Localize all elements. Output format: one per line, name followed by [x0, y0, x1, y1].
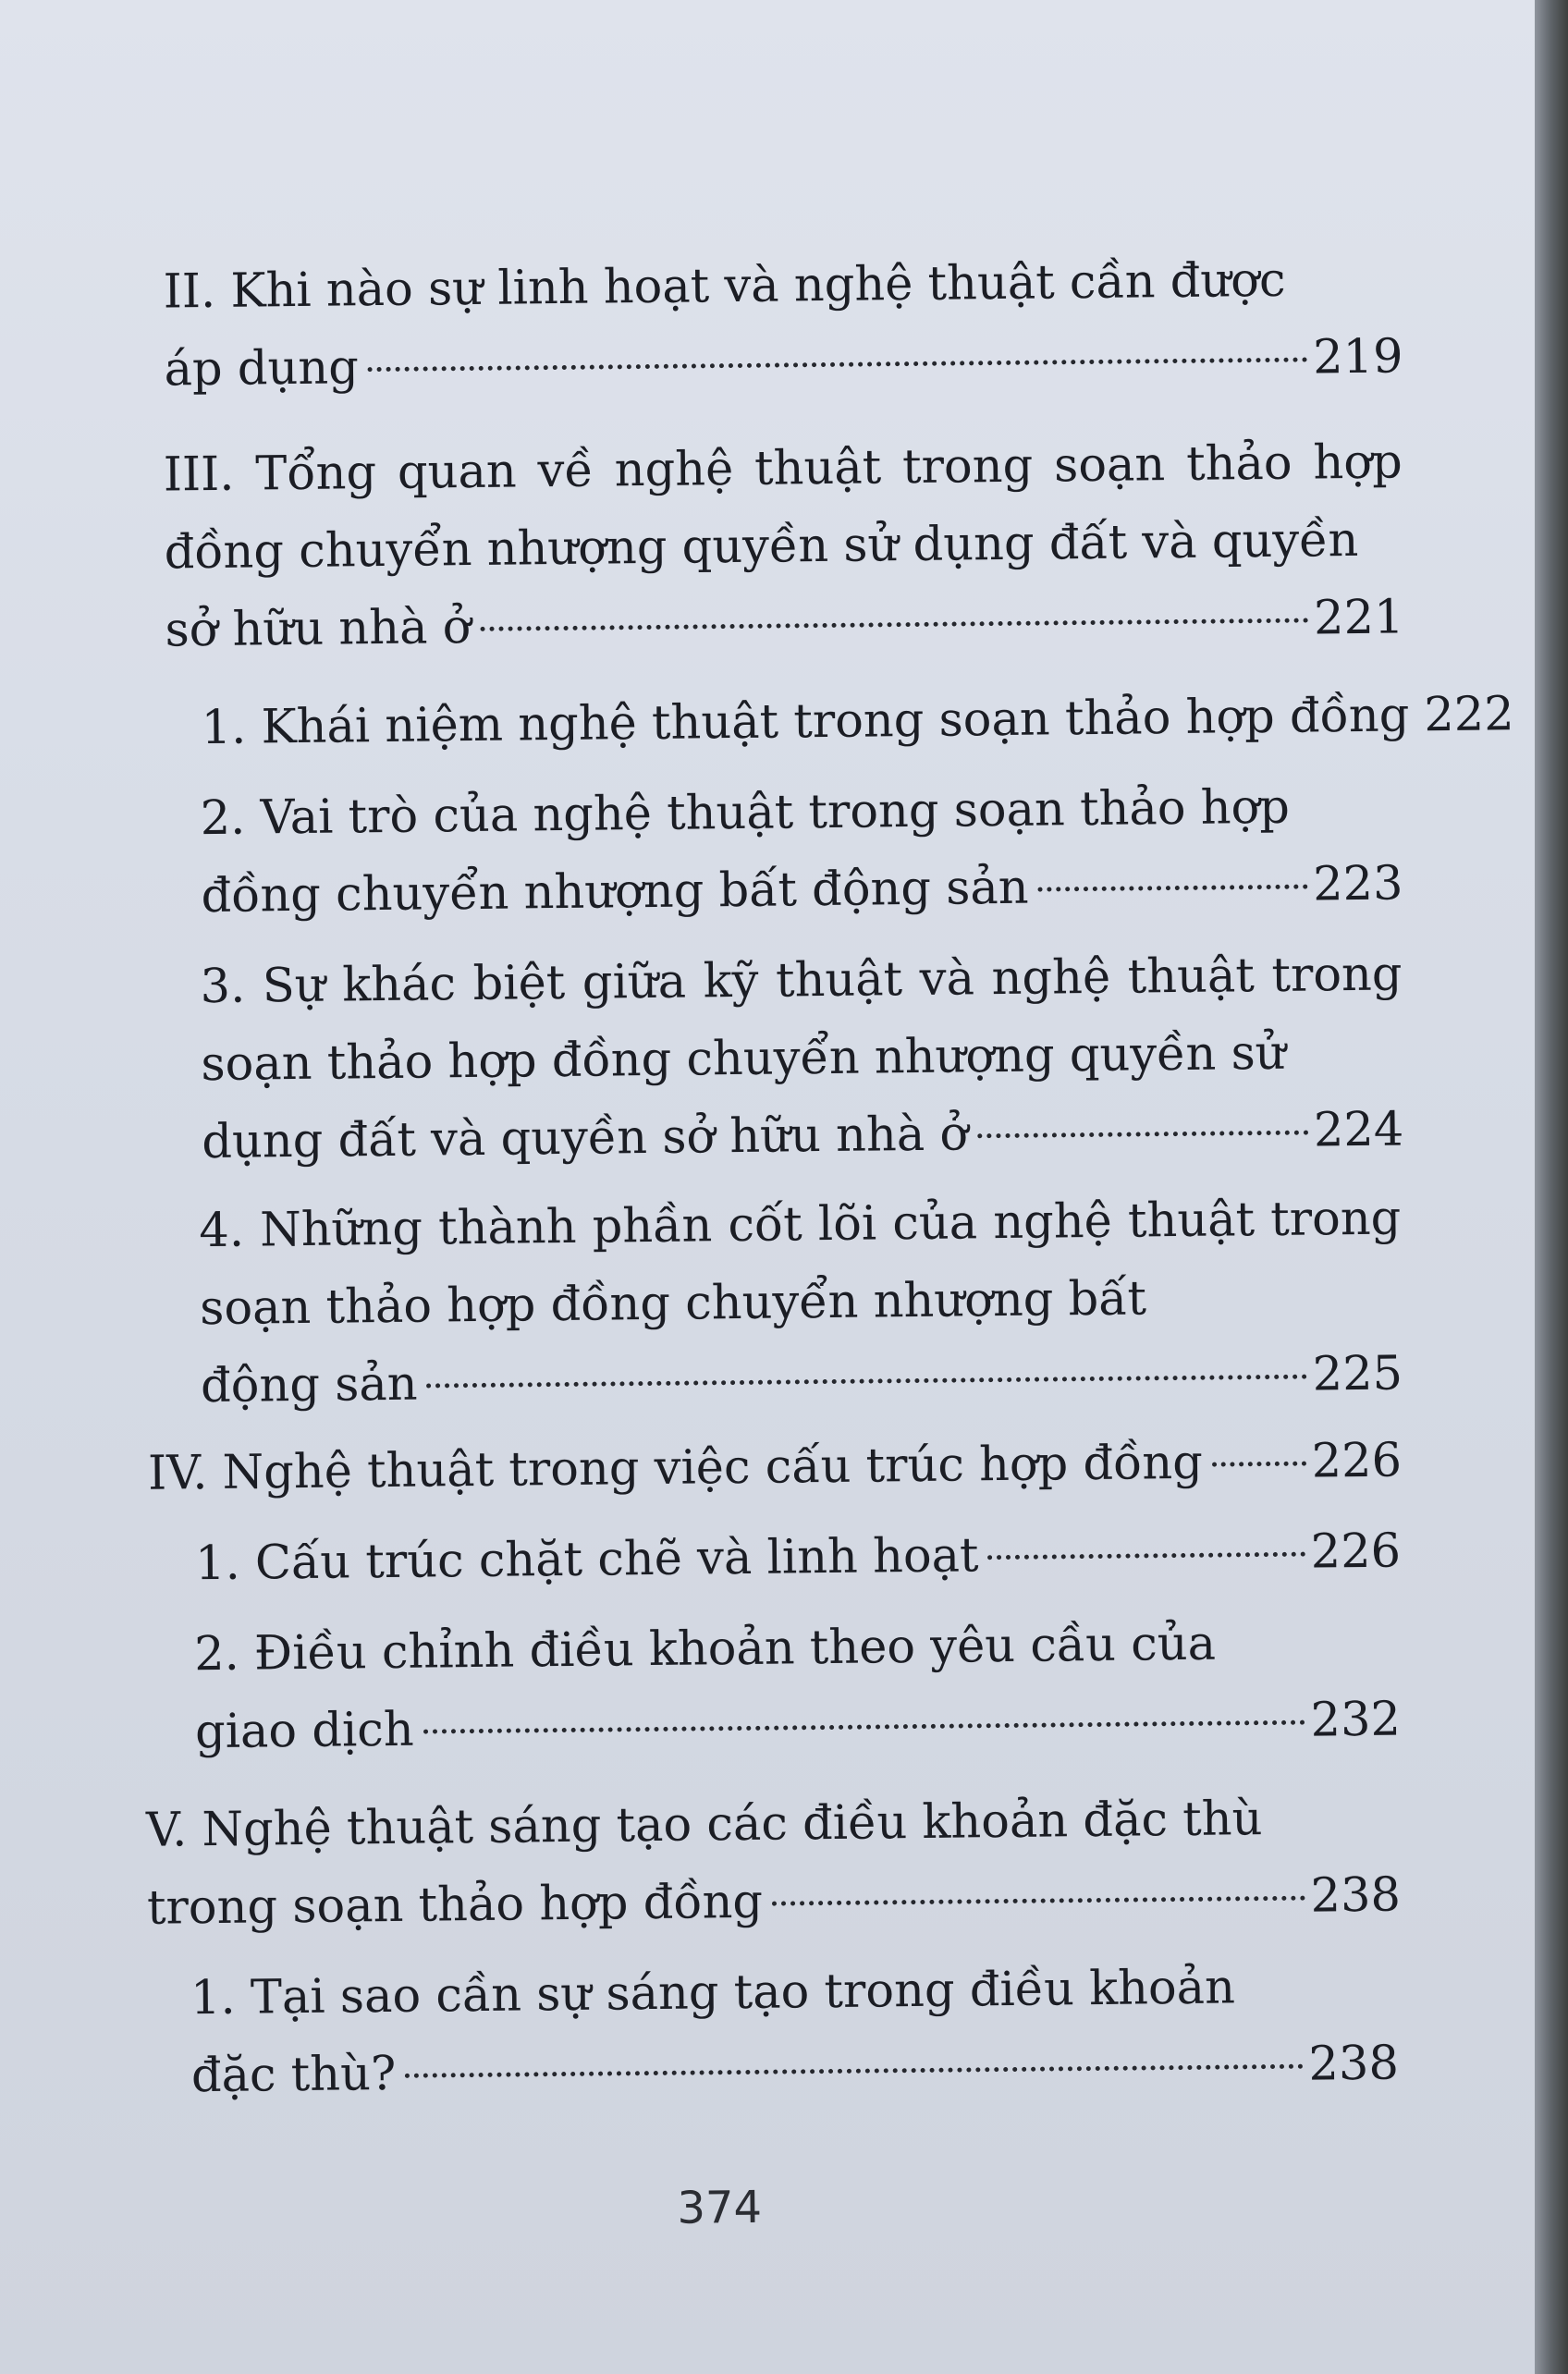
toc-entry-IV-1-tight-flexible [195, 1513, 1402, 1604]
toc-entry-II-flexibility [163, 240, 1403, 409]
entry-title-end: 1. Cấu trúc chặt chẽ và linh hoạt [194, 1528, 979, 1592]
entry-title-end: dụng đất và quyền sở hữu nhà ở [202, 1107, 969, 1170]
entry-leader-line [201, 1336, 1403, 1426]
entry-leader-line [201, 677, 1514, 767]
dot-leader [1038, 885, 1308, 892]
toc-entry-III-2-role [200, 767, 1403, 936]
page-number: 238 [1308, 2036, 1400, 2092]
dot-leader [427, 1375, 1307, 1389]
entry-title-end: đặc thù? [190, 2046, 397, 2104]
entry-leader-line [190, 2025, 1399, 2116]
page-number: 226 [1311, 1433, 1403, 1489]
entry-leader-line [201, 845, 1403, 936]
entry-title-end: 1. Khái niệm nghệ thuật trong soạn thảo hợp đồng [201, 688, 1410, 756]
entry-leader-line [148, 1423, 1403, 1513]
page-edge-shadow [1535, 0, 1568, 2374]
toc-entry-IV-structure [148, 1423, 1403, 1513]
entry-leader-line [147, 1857, 1402, 1948]
page-number: 222 [1424, 687, 1514, 743]
dot-leader [368, 358, 1307, 373]
toc-entry-III-1-concept [201, 677, 1514, 767]
entry-title: 2. Điều chỉnh điều khoản theo yêu cầu của [193, 1616, 1217, 1683]
entry-title-end: sở hữu nhà ở [165, 600, 472, 658]
dot-leader [1212, 1462, 1306, 1467]
entry-title-end: trong soạn thảo hợp đồng [146, 1874, 764, 1936]
entry-title: III. Tổng quan về nghệ thuật trong soạn thảo hợp đồng chuyển nhượng quyền sử dụng đất và quyền [163, 434, 1403, 581]
entry-leader-line [195, 1682, 1402, 1772]
entry-title: 2. Vai trò của nghệ thuật trong soạn thảo hợp [200, 779, 1291, 847]
dot-leader [772, 1896, 1305, 1906]
entry-title-end: đồng chuyển nhượng bất động sản [201, 860, 1029, 924]
dot-leader [423, 1720, 1305, 1734]
entry-title: II. Khi nào sự linh hoạt và nghệ thuật cần được [163, 252, 1286, 320]
dot-leader [480, 618, 1308, 631]
page-number: 224 [1313, 1102, 1404, 1158]
entry-title: 4. Những thành phần cốt lõi của nghệ thuật trong soạn thảo hợp đồng chuyển nhượng bất [199, 1191, 1402, 1337]
toc-entry-V-1-why-creative [190, 1948, 1400, 2116]
toc-entry-IV-2-adjust-terms [194, 1604, 1402, 1772]
entry-leader-line [202, 1091, 1404, 1181]
entry-title-end: giao dịch [194, 1702, 414, 1760]
entry-title-end: IV. Nghệ thuật trong việc cấu trúc hợp đồng [147, 1435, 1204, 1501]
page-number: 225 [1312, 1346, 1403, 1402]
dot-leader [405, 2064, 1303, 2078]
entry-title: 1. Tại sao cần sự sáng tạo trong điều khoản [190, 1960, 1236, 2026]
toc-entry-III-4-components [199, 1181, 1403, 1426]
entry-title-end: động sản [200, 1356, 418, 1414]
toc-entry-III-overview [163, 423, 1404, 669]
page-number: 223 [1312, 856, 1403, 912]
entry-title: V. Nghệ thuật sáng tạo các điều khoản đặc thù [145, 1792, 1263, 1858]
entry-leader-line [195, 1513, 1402, 1604]
entry-title: 3. Sự khác biệt giữa kỹ thuật và nghệ thuật trong soạn thảo hợp đồng chuyển nhượng quyền sử [200, 947, 1403, 1093]
dot-leader [988, 1552, 1305, 1560]
page-number: 238 [1310, 1867, 1402, 1924]
entry-title-end: áp dụng [164, 340, 360, 398]
toc-entry-V-creative-terms [146, 1780, 1402, 1948]
page-footer-number: 374 [677, 2181, 763, 2234]
page-number: 219 [1312, 329, 1403, 385]
page-number: 226 [1310, 1524, 1402, 1580]
entry-leader-line [165, 579, 1404, 669]
toc-entry-III-3-difference [200, 936, 1404, 1181]
page-number: 221 [1313, 590, 1404, 646]
entry-leader-line [164, 318, 1403, 409]
dot-leader [977, 1131, 1308, 1139]
page-number: 232 [1310, 1692, 1402, 1748]
